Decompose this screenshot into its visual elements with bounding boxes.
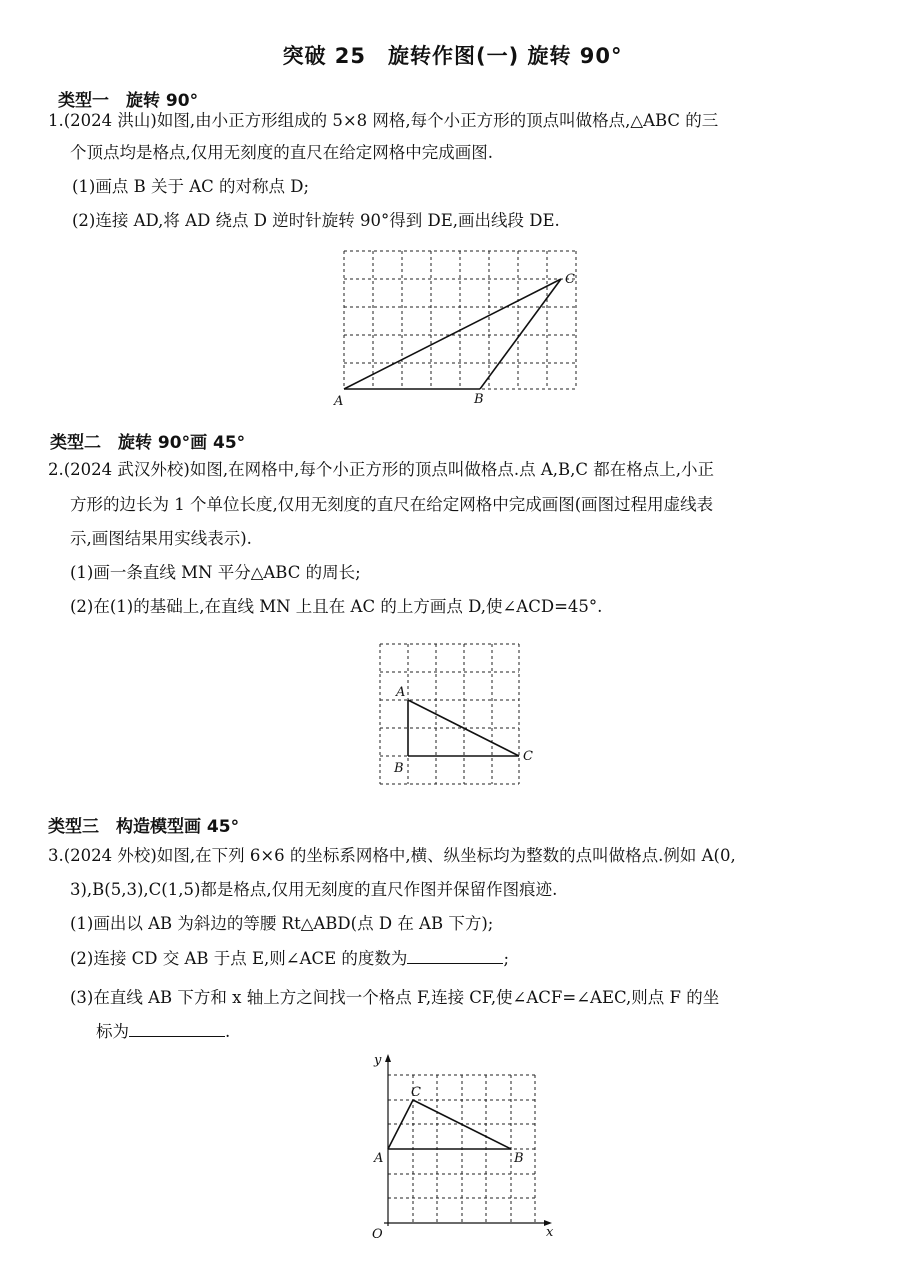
- figure-3-coordinate-grid: [360, 1050, 575, 1245]
- problem-3-part-2: [70, 947, 509, 970]
- problem-3-part-3-text: 标为: [96, 1022, 129, 1041]
- problem-2-part-2: (2)在(1)的基础上,在直线 MN 上且在 AC 的上方画点 D,使∠ACD=45°.: [70, 597, 603, 616]
- problem-3-part-1: (1)画出以 AB 为斜边的等腰 Rt△ABD(点 D 在 AB 下方);: [70, 914, 494, 933]
- label-c: C: [411, 1085, 421, 1100]
- problem-1-part-1: (1)画点 B 关于 AC 的对称点 D;: [72, 177, 310, 196]
- problem-3-line-2: 3),B(5,3),C(1,5)都是格点,仅用无刻度的直尺作图并保留作图痕迹.: [70, 880, 558, 899]
- section-heading-3: 类型三 构造模型画 45°: [48, 817, 240, 837]
- problem-3-part-3-cont: [96, 1020, 230, 1043]
- axes: [384, 1054, 552, 1226]
- label-c: C: [523, 749, 533, 764]
- problem-1-line-1: 1.(2024 洪山)如图,由小正方形组成的 5×8 网格,每个小正方形的顶点叫做格点,△ABC 的三: [48, 111, 719, 130]
- problem-2-part-1: (1)画一条直线 MN 平分△ABC 的周长;: [70, 563, 361, 582]
- problem-1-part-2: (2)连接 AD,将 AD 绕点 D 逆时针旋转 90°得到 DE,画出线段 DE.: [72, 211, 560, 230]
- figure-1-grid: [330, 245, 590, 410]
- label-x-axis: x: [546, 1225, 554, 1240]
- problem-3-part-3: (3)在直线 AB 下方和 x 轴上方之间找一个格点 F,连接 CF,使∠ACF=∠AEC,则点 F 的坐: [70, 988, 720, 1007]
- label-y-axis: y: [374, 1053, 382, 1068]
- problem-3-part-3-end: .: [225, 1022, 231, 1041]
- problem-3-part-2-text: (2)连接 CD 交 AB 于点 E,则∠ACE 的度数为: [70, 949, 408, 968]
- label-a: A: [374, 1151, 384, 1166]
- answer-blank-angle[interactable]: [407, 947, 503, 964]
- label-origin: O: [372, 1227, 383, 1242]
- page-title: 突破 25 旋转作图(一) 旋转 90°: [282, 44, 623, 68]
- problem-2-line-1: 2.(2024 武汉外校)如图,在网格中,每个小正方形的顶点叫做格点.点 A,B,C 都在格点上,小正: [48, 460, 714, 479]
- grid-lines: [344, 251, 576, 389]
- problem-3-line-1: 3.(2024 外校)如图,在下列 6×6 的坐标系网格中,横、纵坐标均为整数的点叫做格点.例如 A(0,: [48, 846, 736, 865]
- figure-2-grid: [370, 640, 545, 795]
- label-b: B: [514, 1151, 524, 1166]
- problem-2-line-3: 示,画图结果用实线表示).: [70, 529, 252, 548]
- label-a: A: [396, 685, 406, 700]
- label-b: B: [474, 392, 484, 407]
- label-a: A: [334, 394, 344, 409]
- answer-blank-coordinate[interactable]: [129, 1020, 225, 1037]
- section-heading-2: 类型二 旋转 90°画 45°: [50, 433, 246, 453]
- section-heading-1: 类型一 旋转 90°: [58, 91, 199, 111]
- label-c: C: [565, 272, 575, 287]
- problem-3-part-2-end: ;: [503, 949, 509, 968]
- problem-1-line-2: 个顶点均是格点,仅用无刻度的直尺在给定网格中完成画图.: [70, 143, 493, 162]
- triangle-abc: [344, 279, 561, 389]
- label-b: B: [394, 761, 404, 776]
- problem-2-line-2: 方形的边长为 1 个单位长度,仅用无刻度的直尺在给定网格中完成画图(画图过程用虚线表: [70, 495, 714, 514]
